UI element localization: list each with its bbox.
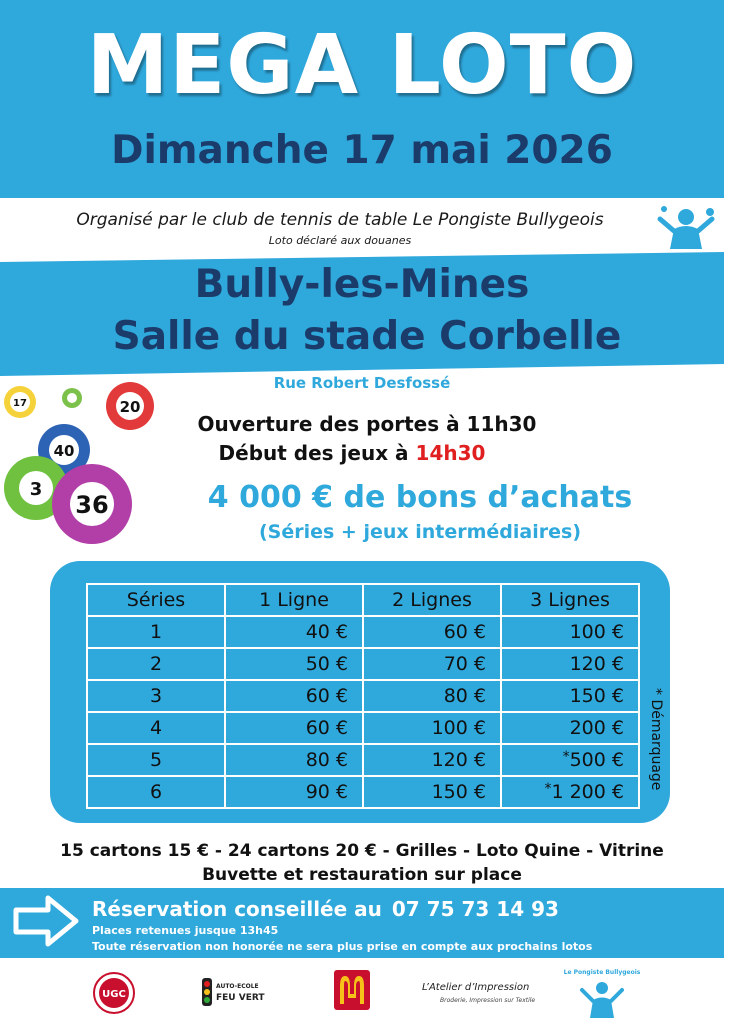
arrow-right-icon xyxy=(10,892,82,950)
venue-hall: Salle du stade Corbelle xyxy=(112,314,622,359)
venue-city: Bully-les-Mines xyxy=(194,262,530,307)
series-number: 6 xyxy=(87,776,225,808)
series-number: 2 xyxy=(87,648,225,680)
declared-text: Loto déclaré aux douanes xyxy=(268,234,412,247)
series-number: 5 xyxy=(87,744,225,776)
prize-2-lines: 60 € xyxy=(363,616,501,648)
reservation-policy: Toute réservation non honorée ne sera plus prise en compte aux prochains lotos xyxy=(92,940,593,953)
prize-3-lines: 1 200 € xyxy=(551,781,624,803)
feu-vert-label: FEU VERT xyxy=(216,993,265,1003)
pongiste-bullygeois-logo xyxy=(563,964,641,1020)
auto-ecole-label: AUTO-ECOLE xyxy=(216,983,259,990)
reservation-main xyxy=(92,897,559,921)
prize-1-line: 90 € xyxy=(225,776,363,808)
club-logo-label: Le Pongiste Bullygeois xyxy=(563,969,641,976)
prize-3-lines: 150 € xyxy=(501,680,639,712)
atelier-sub-label: Broderie, Impression sur Textile xyxy=(440,997,536,1004)
table-row xyxy=(87,776,639,808)
event-date: Dimanche 17 mai 2026 xyxy=(111,128,613,173)
reservation-label: Réservation conseillée au xyxy=(92,897,382,921)
series-number: 3 xyxy=(87,680,225,712)
table-row xyxy=(87,616,639,648)
prize-2-lines: 120 € xyxy=(363,744,501,776)
header-2-lines: 2 Lignes xyxy=(363,584,501,616)
ugc-logo xyxy=(93,972,135,1014)
header-series: Séries xyxy=(87,584,225,616)
ball-36-label: 36 xyxy=(75,491,109,519)
mcdonalds-logo xyxy=(334,970,370,1010)
prize-3-lines: 120 € xyxy=(501,648,639,680)
series-number: 1 xyxy=(87,616,225,648)
table-row xyxy=(87,744,639,776)
ball-20-label: 20 xyxy=(119,398,141,416)
games-start-time: 14h30 xyxy=(415,441,486,465)
prize-2-lines: 100 € xyxy=(363,712,501,744)
table-row xyxy=(87,712,639,744)
prize-1-line: 80 € xyxy=(225,744,363,776)
games-start-prefix: Début des jeux à xyxy=(218,441,416,465)
prize-2-lines: 150 € xyxy=(363,776,501,808)
prize-3-lines: 100 € xyxy=(501,616,639,648)
header-3-lines: 3 Lignes xyxy=(501,584,639,616)
prizes-total: 4 000 € de bons d’achats xyxy=(207,480,633,515)
doors-opening: Ouverture des portes à 11h30 xyxy=(197,412,537,436)
reservation-phone[interactable]: 07 75 73 14 93 xyxy=(391,897,559,921)
series-number: 4 xyxy=(87,712,225,744)
games-start xyxy=(0,441,704,465)
prize-1-line: 50 € xyxy=(225,648,363,680)
asterisk-mark: * xyxy=(562,749,570,765)
demarquage-note: * Démarquage xyxy=(648,688,664,791)
table-row xyxy=(87,680,639,712)
header-1-line: 1 Ligne xyxy=(225,584,363,616)
event-title: MEGA LOTO xyxy=(86,18,638,113)
prize-3-lines-cell xyxy=(501,744,639,776)
reservation-deadline: Places retenues jusque 13h45 xyxy=(92,924,279,937)
buvette-info: Buvette et restauration sur place xyxy=(202,865,522,885)
club-logo-icon xyxy=(656,203,716,251)
prize-1-line: 60 € xyxy=(225,680,363,712)
prize-3-lines-cell xyxy=(501,776,639,808)
prize-3-lines: 500 € xyxy=(569,749,624,771)
auto-ecole-feu-vert-logo xyxy=(200,976,265,1008)
prizes-subtitle: (Séries + jeux intermédiaires) xyxy=(258,521,582,543)
series-table xyxy=(86,583,640,809)
ball-17-label: 17 xyxy=(13,398,27,409)
atelier-impression-logo xyxy=(420,970,536,1010)
table-row xyxy=(87,648,639,680)
atelier-label: L’Atelier d’Impression xyxy=(422,982,530,993)
prize-1-line: 60 € xyxy=(225,712,363,744)
prize-2-lines: 70 € xyxy=(363,648,501,680)
prize-3-lines: 200 € xyxy=(501,712,639,744)
sponsors-row xyxy=(0,960,724,1024)
organizer-text: Organisé par le club de tennis de table Le Pongiste Bullygeois xyxy=(76,210,604,230)
asterisk-mark: * xyxy=(544,781,552,797)
table-header-row xyxy=(87,584,639,616)
ugc-logo-text: UGC xyxy=(102,989,126,1000)
prize-1-line: 40 € xyxy=(225,616,363,648)
venue-street: Rue Robert Desfossé xyxy=(273,374,451,392)
cards-pricing: 15 cartons 15 € - 24 cartons 20 € - Grilles - Loto Quine - Vitrine xyxy=(60,841,664,861)
ball-small xyxy=(62,388,82,408)
ball-40-label: 40 xyxy=(53,442,75,460)
ball-3-label: 3 xyxy=(29,479,43,500)
prize-2-lines: 80 € xyxy=(363,680,501,712)
